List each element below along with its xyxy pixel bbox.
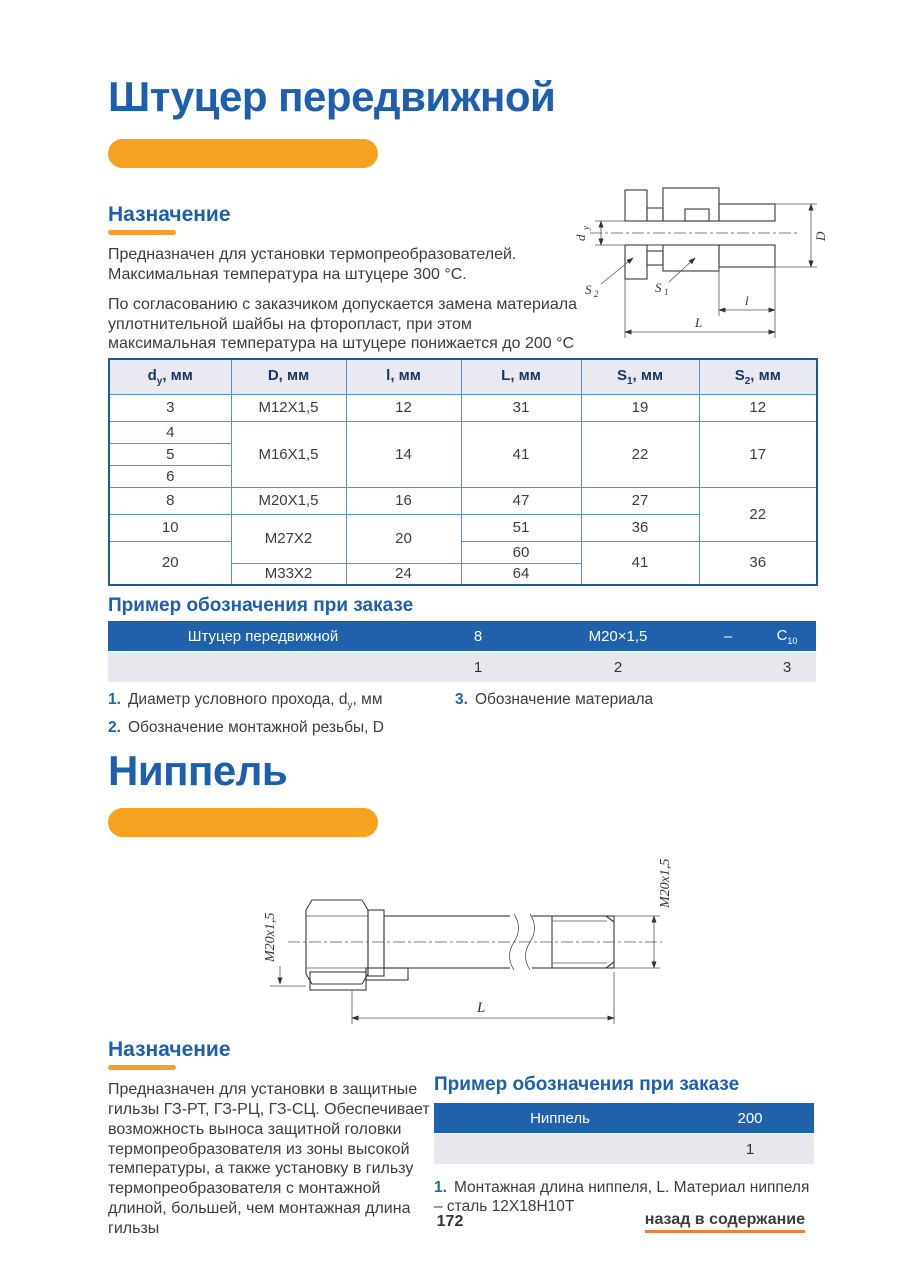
order-index-3: 3 (782, 658, 792, 676)
order-value-thread: M20×1,5 (588, 627, 648, 645)
dim-label-S2-sub: 2 (594, 289, 599, 299)
spec-header: L, мм (461, 359, 581, 394)
purpose-paragraph: Предназначен для установки термопреобразователей. Максимальная температура на штуцере 300 °C. (108, 246, 517, 283)
note-1: 1. Диаметр условного прохода, $d_у$, мм (108, 691, 383, 712)
spec-cell: M16X1,5 (231, 421, 346, 487)
order-product-name: Ниппель (530, 1109, 590, 1127)
thread-label-left: M20x1,5 (263, 912, 278, 962)
spec-table (108, 358, 818, 586)
spec-cell: 19 (581, 394, 699, 421)
spec-cell: 20 (346, 514, 461, 563)
spec-cell: 5 (109, 443, 231, 465)
spec-cell: 27 (581, 487, 699, 514)
spec-cell: 22 (699, 487, 817, 541)
order-example-table (434, 1103, 814, 1164)
order-index-1: 1 (745, 1140, 755, 1158)
dim-label-L: L (477, 1000, 486, 1016)
spec-header: D, мм (231, 359, 346, 394)
spec-cell: 22 (581, 421, 699, 487)
dim-label-S1-sub: 1 (664, 287, 669, 297)
dim-label-dy: d (573, 234, 588, 241)
dim-label-S1: S (655, 280, 662, 295)
heading-underline (108, 1065, 176, 1070)
spec-header: l, мм (346, 359, 461, 394)
spec-cell: M33X2 (231, 563, 346, 585)
section2-title: Ниппель (108, 747, 288, 794)
spec-cell: M20X1,5 (231, 487, 346, 514)
spec-cell: 41 (581, 541, 699, 585)
order-index-1: 1 (473, 658, 483, 676)
heading-underline (108, 230, 176, 235)
order-index-2: 2 (613, 658, 623, 676)
spec-cell: 20 (109, 541, 231, 585)
order-example-heading: Пример обозначения при заказе (108, 595, 414, 616)
spec-cell: 4 (109, 421, 231, 443)
spec-cell: 24 (346, 563, 461, 585)
spec-cell: 16 (346, 487, 461, 514)
spec-cell: 12 (699, 394, 817, 421)
seal-washer (685, 209, 709, 221)
note-2: 2. Обозначение монтажной резьбы, D (108, 718, 384, 736)
spec-cell: 8 (109, 487, 231, 514)
spec-cell: 3 (109, 394, 231, 421)
back-to-contents-link[interactable]: назад в содержание (645, 1211, 805, 1233)
dim-label-D: D (813, 231, 828, 241)
purpose-paragraph: Предназначен для установки в защитные гильзы ГЗ-РТ, ГЗ-РЦ, ГЗ-СЦ. Обеспечивает возможность выноса защитной головки термопреобразователя из зоны высокой температуры, а также установку в гильзу термопреобразователя с монтажной длиной, большей, чем монтажная длина гильзы (108, 1081, 430, 1237)
order-example-heading: Пример обозначения при заказе (434, 1074, 740, 1095)
section1-title: Штуцер передвижной (108, 73, 556, 120)
dim-label-dy-sub: y (581, 226, 591, 230)
spec-cell: 17 (699, 421, 817, 487)
spec-header: $S_1$, мм (581, 359, 699, 394)
order-product-name: Штуцер передвижной (187, 627, 339, 645)
spec-header: $S_2$, мм (699, 359, 817, 394)
fitting-drawing (555, 166, 890, 350)
spec-cell: 6 (109, 465, 231, 487)
spec-table-block (108, 358, 818, 586)
section2-purpose-block (108, 1038, 438, 1239)
note-3: 3. Обозначение материала (455, 691, 654, 708)
dim-label-L: L (695, 315, 703, 330)
spec-cell: 36 (699, 541, 817, 585)
order-example-table (108, 621, 816, 682)
spec-cell: 41 (461, 421, 581, 487)
section1-title-bar (108, 139, 378, 168)
order-value-length: 200 (737, 1109, 763, 1127)
thread-label-right: M20x1,5 (658, 858, 673, 908)
nipple-drawing (222, 832, 677, 1032)
order-notes (108, 690, 818, 745)
order-value-dy: 8 (473, 627, 483, 645)
page-number: 172 (436, 1213, 464, 1230)
spec-cell: 60 (461, 541, 581, 563)
order-dash: – (723, 627, 733, 645)
spec-header: $d_у$, мм (109, 359, 231, 394)
purpose-heading: Назначение (108, 1038, 231, 1061)
spec-cell: M12X1,5 (231, 394, 346, 421)
spec-cell: 51 (461, 514, 581, 541)
section2-order-block (434, 1074, 814, 1222)
note-1: 1. Монтажная длина ниппеля, L. Материал ниппеля – сталь 12X18H10T (434, 1179, 810, 1216)
spec-cell: 31 (461, 394, 581, 421)
spec-cell: 36 (581, 514, 699, 541)
spec-cell: 14 (346, 421, 461, 487)
spec-cell: 47 (461, 487, 581, 514)
purpose-paragraph: По согласованию с заказчиком допускается замена материала уплотнительной шайбы на фторопласт, при этом максимальная температура на штуцере понижается до 200 °C (108, 295, 577, 353)
dim-label-l: l (745, 293, 749, 308)
purpose-heading: Назначение (108, 203, 231, 226)
section1-purpose-block (108, 203, 583, 354)
spec-cell: 12 (346, 394, 461, 421)
spec-cell: 64 (461, 563, 581, 585)
order-value-material: $C_{10}$ (776, 626, 798, 646)
spec-cell: 10 (109, 514, 231, 541)
dim-label-S2: S (585, 282, 592, 297)
spec-cell: M27X2 (231, 514, 346, 563)
